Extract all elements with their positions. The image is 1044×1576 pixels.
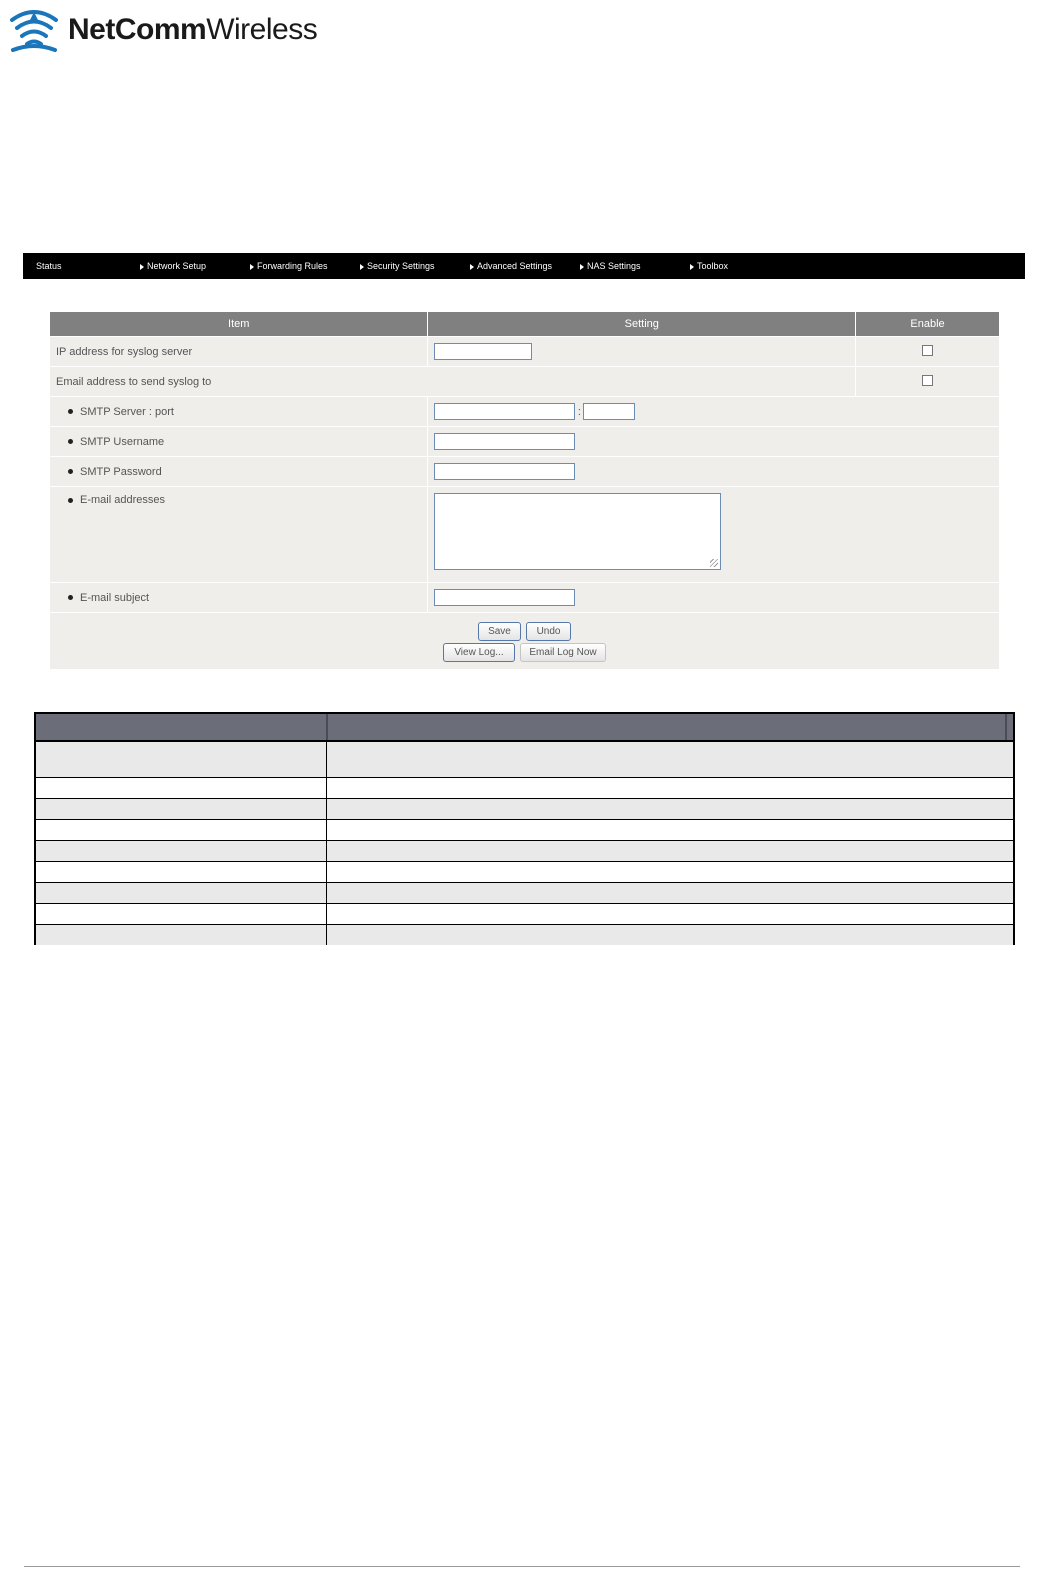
description-table bbox=[34, 712, 1015, 945]
row-smtp-username bbox=[50, 427, 1000, 457]
row-email-subject bbox=[50, 583, 1000, 613]
syslog-settings-table bbox=[49, 311, 1000, 670]
row-email-addresses bbox=[50, 487, 1000, 583]
table-row bbox=[36, 799, 1013, 820]
bullet-icon bbox=[68, 469, 73, 474]
bullet-icon bbox=[68, 498, 73, 503]
row-smtp-password bbox=[50, 457, 1000, 487]
caret-right-icon bbox=[360, 264, 364, 270]
smtp-port-input[interactable] bbox=[583, 403, 635, 420]
column-divider bbox=[326, 742, 327, 945]
email-subject-label: E-mail subject bbox=[80, 591, 150, 604]
nav-security-settings[interactable] bbox=[360, 253, 435, 279]
footer-rule bbox=[24, 1566, 1020, 1567]
email-log-now-button[interactable]: Email Log Now bbox=[520, 643, 606, 662]
nav-network-setup[interactable] bbox=[140, 253, 206, 279]
header-item: Item bbox=[50, 312, 428, 337]
nav-forwarding-rules[interactable] bbox=[250, 253, 328, 279]
undo-button[interactable]: Undo bbox=[526, 622, 571, 641]
nav-advanced-settings-label: Advanced Settings bbox=[477, 261, 553, 271]
table-row bbox=[36, 925, 1013, 945]
email-subject-input[interactable] bbox=[434, 589, 575, 606]
description-table-header bbox=[36, 714, 1013, 742]
nav-toolbox-label: Toolbox bbox=[697, 261, 729, 271]
table-row bbox=[36, 841, 1013, 862]
email-syslog-enable-checkbox[interactable] bbox=[922, 375, 933, 386]
nav-status-label: Status bbox=[36, 261, 62, 271]
table-row bbox=[36, 778, 1013, 799]
header-setting: Setting bbox=[428, 312, 856, 337]
caret-right-icon bbox=[690, 264, 694, 270]
syslog-ip-enable-checkbox[interactable] bbox=[922, 345, 933, 356]
table-row bbox=[36, 883, 1013, 904]
row-email-syslog bbox=[50, 367, 1000, 397]
caret-right-icon bbox=[580, 264, 584, 270]
row-syslog-ip bbox=[50, 337, 1000, 367]
smtp-server-label: SMTP Server : port bbox=[80, 405, 174, 418]
brand-name bbox=[68, 15, 317, 45]
smtp-server-input[interactable] bbox=[434, 403, 575, 420]
bullet-icon bbox=[68, 595, 73, 600]
nav-toolbox[interactable] bbox=[690, 253, 728, 279]
netcomm-logo bbox=[8, 6, 317, 54]
save-button[interactable]: Save bbox=[478, 622, 521, 641]
smtp-username-input[interactable] bbox=[434, 433, 575, 450]
main-nav-bar bbox=[23, 253, 1025, 279]
syslog-ip-label: IP address for syslog server bbox=[50, 337, 428, 367]
brand-name-light: Wireless bbox=[206, 13, 318, 46]
header-separator bbox=[326, 714, 328, 740]
smtp-password-input[interactable] bbox=[434, 463, 575, 480]
nav-security-settings-label: Security Settings bbox=[367, 261, 435, 271]
header-enable: Enable bbox=[856, 312, 1000, 337]
resize-grip-icon[interactable] bbox=[710, 559, 718, 567]
nav-nas-settings-label: NAS Settings bbox=[587, 261, 641, 271]
nav-status[interactable] bbox=[36, 253, 62, 279]
row-smtp-server bbox=[50, 397, 1000, 427]
smtp-port-separator: : bbox=[577, 405, 581, 418]
table-row bbox=[36, 904, 1013, 925]
nav-advanced-settings[interactable] bbox=[470, 253, 552, 279]
table-row bbox=[36, 820, 1013, 841]
bullet-icon bbox=[68, 439, 73, 444]
header-end-separator bbox=[1005, 714, 1007, 740]
email-addresses-textarea[interactable] bbox=[434, 493, 721, 570]
smtp-username-label: SMTP Username bbox=[80, 435, 165, 448]
nav-network-setup-label: Network Setup bbox=[147, 261, 207, 271]
view-log-button[interactable]: View Log... bbox=[443, 643, 515, 662]
row-buttons bbox=[50, 613, 1000, 670]
brand-name-bold: NetComm bbox=[68, 13, 207, 46]
nav-nas-settings[interactable] bbox=[580, 253, 641, 279]
caret-right-icon bbox=[140, 264, 144, 270]
email-addresses-label: E-mail addresses bbox=[80, 494, 165, 506]
wifi-signal-logo-icon bbox=[8, 6, 60, 54]
table-row bbox=[36, 742, 1013, 778]
nav-forwarding-rules-label: Forwarding Rules bbox=[257, 261, 328, 271]
email-syslog-label: Email address to send syslog to bbox=[50, 367, 856, 397]
caret-right-icon bbox=[250, 264, 254, 270]
caret-right-icon bbox=[470, 264, 474, 270]
bullet-icon bbox=[68, 409, 73, 414]
smtp-password-label: SMTP Password bbox=[80, 465, 162, 478]
table-row bbox=[36, 862, 1013, 883]
syslog-ip-input[interactable] bbox=[434, 343, 532, 360]
